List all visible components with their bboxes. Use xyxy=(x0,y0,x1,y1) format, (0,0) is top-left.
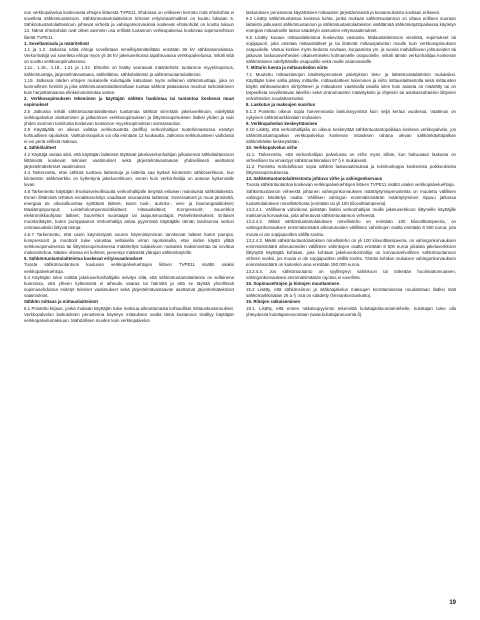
section-heading: 1. Soveltamisala ja määritelmät xyxy=(24,40,89,46)
section-heading: 10. Verkkopalvelun virhe xyxy=(246,145,298,151)
two-column-body xyxy=(24,10,456,324)
paragraph: Sähköntuotannon virheestä johtunen vahingonkorvauksen määräytymisperusteista on muutettu välillisen vahingon käsittelyn osalta. Välillisen vahingon enimmäismäärän määräytyminen riippuu jatkossa tuotantolaitoksen nimellistehosta (enintään tai yli 100 kilovolttiampeeria). xyxy=(246,188,456,206)
section-heading: 19. Riitojen ratkaiseminen xyxy=(246,299,301,305)
paragraph: 4.4 Tarkennettu, ettei sähköä tuottava laitteistoja ja laitteita saa kytkeä kiinteistön sähköverkkoon, kun kiinteistön sähköverkko on kytkettynä jakeluverkkoon, ennen kuin verkonhaltija on antanut kytkennälle luvan. xyxy=(24,170,234,188)
section-heading: 8. Laskutus ja maksujen suoritus xyxy=(246,102,316,108)
paragraph: laskutuksen perusteena käytettävien mittausten järjestämisestä ja kustannuksista sovitaan erikseen. xyxy=(246,10,441,15)
paragraph: 8.1.3 Poistettu oikeus sopia harvemmasta laskuissyymistä kuin neljä kertaa vuodessa. Vaatimus on nykyisen sähkömarkkinalain mukainen. xyxy=(246,108,456,120)
left-column xyxy=(24,10,234,324)
paragraph: 7.1 Muutettu mittaustietojen käsittelyperusteet päivityksen tieto- ja laitteistosäädäntöön mukaisiksi. Käyttäjän tulee sallia pääsy mittarille, mittauslaitteen lukeminen ja siirto mittauslaitteistolla sekä mittausten käyttö sähköasiseden siirtyöhteen ja mittauksen vaatimalla tavalla siten kuin asiasta on määrätty tai on tarpeellista sovellettavan lakeihin sekä viranomaisten määräyksiin ja ohjeisiin tai asiakassuhteisiin liittyvien velvoitteiden noudattamiseksi. xyxy=(246,71,456,102)
paragraph: 1.19. Jatkossa näiden ehtojen mukaiselle kuluttajalle katsotaan myös sellainen sähköntuottaja, joka on luonnollinen henkilö ja joka sähköntuotantolaitteistollaan tuottaa sähköä pääasiassa muuhun tarkoitukseen kuin harjoittamaansa elinkeinotoimintaa varten. xyxy=(24,77,234,96)
paragraph: 4.6 Tarkennettu käyttäjän ilmoitusvelvollisuutta verkonhaltijalle tietyistä erilaisen mainituista sähkölaitteista. Ennen liittämistä tehtävä ennakkoselvitys vaaditaan seuraavista laitteista: Generaattorit ja muut jännitettä, energiaa tai oikosulkuvirtaa syöttävät laitteet, kuten tuuli-, aurinko-, vesi- ja bioenergialaitokset; Maalämpöpumput; Loistehokompensointilaitteet; Hitsauslaitteet; Kompressorit; Suurehkot elektroniikkaohjatut laitteet; Suurehkot suuntaajat tai taajuusmuuttajat; Palvelinkeskukset; Erilaiset moottorikäytöt, kuten pumppaamot Verkonhaltija antaa pyynnöstä käyttäjälle tämän tarvitsemia verkon ominaisuuksiin liittyviä tietoja. xyxy=(24,188,234,231)
section-heading: 15. Sopimusehtojen ja hintojen muuttaminen xyxy=(246,280,340,286)
paragraph: 2.9 Käyttäjällä on oikeus valittaa verkkotuotetta (tariffia) verkonhaltijan tuotehinnastossa esitetyn kohtuullisen rajoituksin. Vaihtamisrajoitus voi olla enintään 12 kuukautta. Jatkossa verkkotuotteen vaihdosta ei voi periä erillistä maksua. xyxy=(24,126,234,145)
paragraph: 5.4 Käyttäjän tulee esittää jakeluverkonhaltijalle selvitys siitä, että sähköntuotantolaitteisto on sellainena kunnossa, että yhteen kytkemistä ei aiheudu vaaraa tai häiriöitä ja että se täyttää yhsöllössä sopimusehdoissa esitetyt tekniset vaatimukset sekä järjestelmävastaavan asettamat järjestelmätekniset vaatimukset. xyxy=(24,274,234,299)
paragraph: 4.2 Käyttäjä vastaa siitä, että käyttäjän laitteistot täyttävät jakeluverkonhaltijan julkaisemat sähkölaitteistoon liittämistä koskevat tekniset vaatimukset sekä järjestelmävastaavan yhdisellisesti asettamat järjestelmätekniset vaatimukset. xyxy=(24,151,234,169)
section-heading: 2. Verkkosopimuksen tekeminen ja käyttäjän sähkön hankintaa tai tuotantoa koskevat muut sopimukset xyxy=(24,96,234,108)
section-heading: 5. Sähköntuotantolaitteistoa koskevat erityisvaatimukset xyxy=(24,256,143,262)
paragraph: 4.6.7 Tarkennettu, että usein käynnistyvät suuren käynnistysvirran tarvitsevat laitteet kuten pumput, kompressorit ja moottorit tulee varustaa sellaisella virran rajoituksella, ettei niiden käyttö yllätä verkkosopimuksessa tai liittymissopimuksessa määriteltyä sulakekoon mukaista maksimivirtaa tai sovittua maksimitehoa. Näiden ohessa eri kohteet, pienempi määrästä ylärajan sähkönkäytölle. xyxy=(24,231,234,256)
paragraph: 1.11., 1.15., 1.18., 1.21 ja 1.22. Ehtoihin on lisätty seuraavat määritelmät: tuotannon myyntisopimus, sähköntuottaja, järjestelmävastaava, sähköläitos, sähkölaitteisto ja sähköntuotantolaitteisto. xyxy=(24,65,234,77)
section-heading: 4. Sähkölaitteet xyxy=(24,145,57,151)
paragraph: 11.2. Poistettu mahdollisuus sopia sähkön laatuvaatimuksia ja toimituskoppa koskevista poikkeuksista liittymissopimuksessa. xyxy=(246,163,456,176)
section-heading: 13. Sähköntuotantolaitteistosta johtuva virhe ja vahingonkorvaus xyxy=(246,176,383,182)
page-number: 19 xyxy=(449,600,456,606)
paragraph: 15.2 Lisätty, että sähkönsiirron ja sähköajakelun maksujen korottamisessa noudatetaan lisäksi mitä sähkömarkkinalain 26 a § :ssä on säädetty (hinnankorotuskatto). xyxy=(246,287,456,299)
paragraph: 19.1. Lisätty, että ennen ratkaisupyynnön tekemistä kuluttajariita-asiamiehelle, kuluttajan tulee olla yhteydessä kuluttajaneuvontaan (www.kuluttajaneuvonta.fi). xyxy=(246,305,456,317)
section-heading: 7. Mittarin luenta ja mittaustiedon siirto xyxy=(246,65,328,71)
paragraph: 6.1 Poistettu kirjaus, jonka mukaan käyttäjän tulee maksua aiheuttamasta kohtuulliset mittauskustannukset. Verkkopalvelun laskutuksen perusteena käytetyn mittauksen osalta tämä kustannus sisältyy käyttäjän verkkopalvelumaksuun. Mahdollisen muiden kuin verkkopalvelun xyxy=(24,305,234,323)
paragraph: Tuosta sähköntuotantoon kuuluvan verkkopalveluehtojen liitteen TVPE11 sisältö osaksi verkkopalveluehtoja. xyxy=(24,262,234,274)
paragraph: 2.5 Jatkossa mikäli sähköntuotantolaitteiston tuottamaa sähköä siirretään jakeluverkkoon, edellyttää verkkopalvelun aloittaminen ja jatkaminen verkkosopimuksen ja liittymissopimuksen lisäksi yhden ja vain yhden avoimen toimitusta koskevan tuotannon myyntisopimuksen voimassaoloa. xyxy=(24,108,234,126)
paragraph: 13.2.4.4. Jos sähköntuotanto on syyllistynyt vahinkoon tai törkeään huolimattomuuteen, vahingonkorvauksen enimmäismäärän rajoitus ei sovelleta. xyxy=(246,268,456,280)
paragraph: 9.10 Lisätty, että verkonhaltijalla on oikeus keskeyttää sähköntuotantopaikkaa koskeva verkkopalvelu, jos sähköntuotantopaikan verkkopalvelua koskevan mitauksen rahana olevan sähkönkäyttöpaikan sähkönkäske keskeytetään. xyxy=(246,126,456,145)
paragraph: 13.2.4.1. Välillisenä vahinkona pidetään lisäksi verkonhaltijan muille jakeluverkkoon liittyneille käyttäjille maksamia korvauksia, joita aiheutuvat sähköntuotannon virheestä. xyxy=(246,207,456,219)
section-heading: Sähkön mittaus ja mittauslaitteistot xyxy=(24,299,98,305)
section-heading: 9. Verkkopalvelun keskeyttäminen xyxy=(246,120,318,126)
paragraph: non verkkopalvelua koskevasta ehtojen liitteestä TVPE11. Ehdoissa on eriikseen kerrottu mitä ehtokohtia ei sovelleta sähköntuotantoon. Sähköntuotantolaitteiston tehoset erityisnaarimalleet on kuuttu luksaan 5. Sähköntuotantolaitteistoon johtuvat virheitä ja vahingonkorvauksia koskevat ehtokohdat on koottu lukuun 13. Nämä ehtokohdat ovat olleet aiemmin osa erillistä tuotannon verkkopalvelua koskevaa sopimusehtoon liitettä TVPE11. xyxy=(24,10,234,40)
paragraph: 13.2.4.3. Mikäli sähköntuotantolaitoksen nimellisteho on yli 100 kilovolttiampeeria, on vahingonkorvauksen enimmäismäärä aiheutuneiden välillisten vahinkojen osalta enintään 8 500 euroa jokaista jakeluverkkoon liittynyttä käyttäjää kohtaan, joita kohtaan jakeluverkonhaltija on korvausvelvollinen sähköntuotannon virheen vuoksi, jos muuta ei ole sopijapuolten välillä sovittu. Tämän kohdan mukaisen vahingonkorvauksen enimmäismäärä on kuitenkin aina enintään 150 000 euroa. xyxy=(246,237,456,268)
paragraph: Tuosta sähköntuotantoa koskevan verkkopalveluehtojen liitteen TVPE11 sisältö osaksi verkkopalveluehtoja. xyxy=(246,182,455,188)
paragraph: 6.5 Lisätty kuvaus mittauslaitteistoa koskevista vastuista. Mittauslaitteistoon viestintä, sopimukset tai sopijapuoli, joka omistaa mittauslaitteet ja tai liitännät mittauspalvelun muulle kuin verkkosopimuksen osapuolelle. Vastuu koskee myös tiedosto sovitaan, korjaamista ym. ja vuosia mahdolliseen johtuneiden tai jatkuvan laskutusverheiden oikaisemiseksi kolmannelle osapuolelle, mikäli tämän verkonhaltijaa koskevan sähkömäinen edellyttämille osapuolille sekä muille asianosaisille. xyxy=(246,34,456,65)
paragraph: 11.1. Tarkennettu, että verkonhaltijan palvelussa on virhe myös silloin, kun haltuutaan laskusta on virheellisen tai virvastyyt sähkömarkkinalain 97 § n mukaisesti. xyxy=(246,151,456,163)
paragraph: 13.2.4.2. Mikäli sähköntuotantolaitoksen nimellisteho on enintään 100 kilovolttiampeeria, on vahingonkorvauksen enimmäismäärä aiheutuneiden välillisten vahinkojen osalta enintään 8 500 euroa, jota muuta ei ole sopijapuolten välillä sovittu. xyxy=(246,219,456,237)
paragraph: 6.2 Lisätty sähköntuotantoa koskeva kohta, jonka mukaan sähköntuotannon on oltava erillinen suoraan laitteisto jatkuvasti sähköntuotannon ja sähköntuotantolaitteiston sisältämää sähkönkäyttöpaikassa käytetyn energian mittaukselle laissa säädetyin asetusten erityisvaatimukset. xyxy=(246,16,456,34)
right-column xyxy=(246,10,456,324)
paragraph: 1.1 ja 1.2. Jatkossa näitä ehtoja sovelletaan nimellisjännitteiltään enintään 36 kV sähköasemalassa. Verkonhaltija voi sovelleta ehtoja myös yli 36 kV jakeluverkossa tapahtuvassa verkkopalvelussa, mikäli siitä on sovittu verkkosopimuksessa. xyxy=(24,46,234,65)
